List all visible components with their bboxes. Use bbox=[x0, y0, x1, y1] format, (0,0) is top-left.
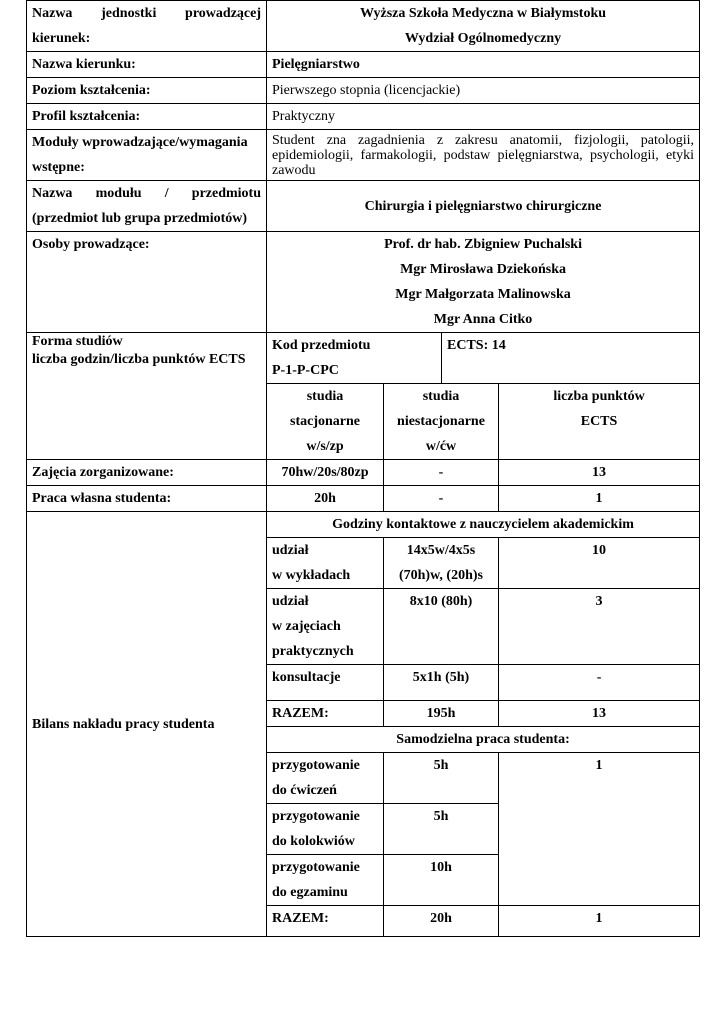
unit-label bbox=[27, 1, 267, 52]
self-row-label-l1: przygotowanie bbox=[272, 809, 360, 824]
contact-row-ects: 10 bbox=[499, 538, 700, 589]
self-row-label bbox=[267, 753, 384, 804]
teacher-name: Prof. dr hab. Zbigniew Puchalski bbox=[384, 237, 582, 252]
module-label bbox=[27, 181, 267, 232]
unit-row bbox=[27, 1, 700, 52]
teacher-name: Mgr Mirosława Dziekońska bbox=[400, 262, 566, 277]
contact-row-ects: - bbox=[499, 665, 700, 701]
unit-label-line1: Nazwa jednostki prowadzącej bbox=[32, 6, 261, 21]
course-code bbox=[267, 333, 442, 384]
contact-row-hours-l2: (70h)w, (20h)s bbox=[398, 568, 483, 583]
own-work-part-time: - bbox=[384, 486, 499, 512]
module-label-line2: (przedmiot lub grupa przedmiotów) bbox=[32, 211, 248, 226]
teachers-row bbox=[27, 232, 700, 333]
self-header: Samodzielna praca studenta: bbox=[267, 727, 700, 753]
self-row-label-l1: przygotowanie bbox=[272, 758, 360, 773]
field-label: Nazwa kierunku: bbox=[27, 52, 267, 78]
form-label-line1: Forma studiów bbox=[32, 334, 123, 349]
form-label-line2: liczba godzin/liczba punktów ECTS bbox=[32, 352, 246, 367]
contact-row-label-l3: praktycznych bbox=[272, 644, 354, 659]
prereq-label bbox=[27, 130, 267, 181]
balance-label: Bilans nakładu pracy studenta bbox=[27, 512, 267, 937]
profile-value: Praktyczny bbox=[267, 104, 700, 130]
prereq-row bbox=[27, 130, 700, 181]
prereq-value-line3: zawodu bbox=[272, 163, 316, 178]
self-total-ects: 1 bbox=[499, 906, 700, 937]
prereq-label-line2: wstępne: bbox=[32, 160, 85, 175]
own-work-full-time: 20h bbox=[267, 486, 384, 512]
field-value: Pielęgniarstwo bbox=[267, 52, 700, 78]
contact-row-label-l1: udział bbox=[272, 543, 309, 558]
organized-part-time: - bbox=[384, 460, 499, 486]
form-row bbox=[27, 333, 700, 384]
self-total-hours: 20h bbox=[384, 906, 499, 937]
own-work-ects: 1 bbox=[499, 486, 700, 512]
course-code-value: P-1-P-CPC bbox=[272, 363, 339, 378]
prereq-value-line1: Student zna zagadnienia z zakresu anatomii, fizjologii, patologii, bbox=[272, 133, 695, 148]
self-row-label bbox=[267, 804, 384, 855]
self-row-label bbox=[267, 855, 384, 906]
self-row-hours: 5h bbox=[384, 753, 499, 804]
contact-total-label: RAZEM: bbox=[267, 701, 384, 727]
self-row-hours: 5h bbox=[384, 804, 499, 855]
col-part-time bbox=[384, 384, 499, 460]
contact-row-label-l2: w zajęciach bbox=[272, 619, 341, 634]
contact-row-hours: 8x10 (80h) bbox=[384, 589, 499, 665]
self-row-hours: 10h bbox=[384, 855, 499, 906]
organized-ects: 13 bbox=[499, 460, 700, 486]
module-label-line1: Nazwa modułu / przedmiotu bbox=[32, 186, 261, 201]
teachers-label: Osoby prowadzące: bbox=[27, 232, 267, 333]
teacher-name: Mgr Anna Citko bbox=[433, 312, 533, 327]
unit-value-line2: Wydział Ogólnomedyczny bbox=[404, 31, 562, 46]
col-ects-l2: ECTS bbox=[580, 414, 618, 429]
col-full-time-l3: w/s/zp bbox=[306, 439, 344, 454]
self-row-label-l2: do ćwiczeń bbox=[272, 783, 337, 798]
self-row-label-l2: do egzaminu bbox=[272, 885, 348, 900]
profile-label: Profil kształcenia: bbox=[27, 104, 267, 130]
contact-row-ects: 3 bbox=[499, 589, 700, 665]
own-work-row bbox=[27, 486, 700, 512]
self-row-label-l2: do kolokwiów bbox=[272, 834, 355, 849]
contact-row-label-l2: w wykładach bbox=[272, 568, 351, 583]
contact-total-hours: 195h bbox=[384, 701, 499, 727]
course-card-table bbox=[26, 0, 700, 937]
contact-row-label bbox=[267, 589, 384, 665]
teacher-name: Mgr Małgorzata Malinowska bbox=[395, 287, 571, 302]
unit-value bbox=[267, 1, 700, 52]
unit-label-line2: kierunek: bbox=[32, 31, 91, 46]
contact-row-hours bbox=[384, 538, 499, 589]
col-full-time-l2: stacjonarne bbox=[290, 414, 360, 429]
contact-header-row bbox=[27, 512, 700, 538]
self-ects: 1 bbox=[499, 753, 700, 906]
col-ects-l1: liczba punktów bbox=[553, 389, 645, 404]
col-part-time-l2: niestacjonarne bbox=[397, 414, 485, 429]
level-row bbox=[27, 78, 700, 104]
col-part-time-l3: w/ćw bbox=[425, 439, 457, 454]
level-value: Pierwszego stopnia (licencjackie) bbox=[267, 78, 700, 104]
col-ects bbox=[499, 384, 700, 460]
form-label bbox=[27, 333, 267, 460]
field-row bbox=[27, 52, 700, 78]
self-row-label-l1: przygotowanie bbox=[272, 860, 360, 875]
profile-row bbox=[27, 104, 700, 130]
organized-label: Zajęcia zorganizowane: bbox=[27, 460, 267, 486]
contact-header: Godziny kontaktowe z nauczycielem akademickim bbox=[267, 512, 700, 538]
col-part-time-l1: studia bbox=[422, 389, 460, 404]
course-code-label: Kod przedmiotu bbox=[272, 338, 371, 353]
contact-row-label bbox=[267, 538, 384, 589]
unit-value-line1: Wyższa Szkoła Medyczna w Białymstoku bbox=[360, 6, 607, 21]
teachers-list bbox=[267, 232, 700, 333]
ects-total: ECTS: 14 bbox=[442, 333, 700, 384]
col-full-time bbox=[267, 384, 384, 460]
module-row bbox=[27, 181, 700, 232]
contact-row-label-l1: udział bbox=[272, 594, 309, 609]
prereq-value bbox=[267, 130, 700, 181]
own-work-label: Praca własna studenta: bbox=[27, 486, 267, 512]
contact-row-label: konsultacje bbox=[267, 665, 384, 701]
prereq-value-line2: epidemiologii, farmakologii, podstaw pielęgniarstwa, psychologii, etyki bbox=[272, 148, 695, 163]
col-full-time-l1: studia bbox=[306, 389, 344, 404]
organized-row bbox=[27, 460, 700, 486]
organized-full-time: 70hw/20s/80zp bbox=[267, 460, 384, 486]
self-total-label: RAZEM: bbox=[267, 906, 384, 937]
prereq-label-line1: Moduły wprowadzające/wymagania bbox=[32, 135, 248, 150]
contact-row-hours: 5x1h (5h) bbox=[384, 665, 499, 701]
contact-total-ects: 13 bbox=[499, 701, 700, 727]
level-label: Poziom kształcenia: bbox=[27, 78, 267, 104]
module-value: Chirurgia i pielęgniarstwo chirurgiczne bbox=[267, 181, 700, 232]
contact-row-hours-l1: 14x5w/4x5s bbox=[406, 543, 476, 558]
